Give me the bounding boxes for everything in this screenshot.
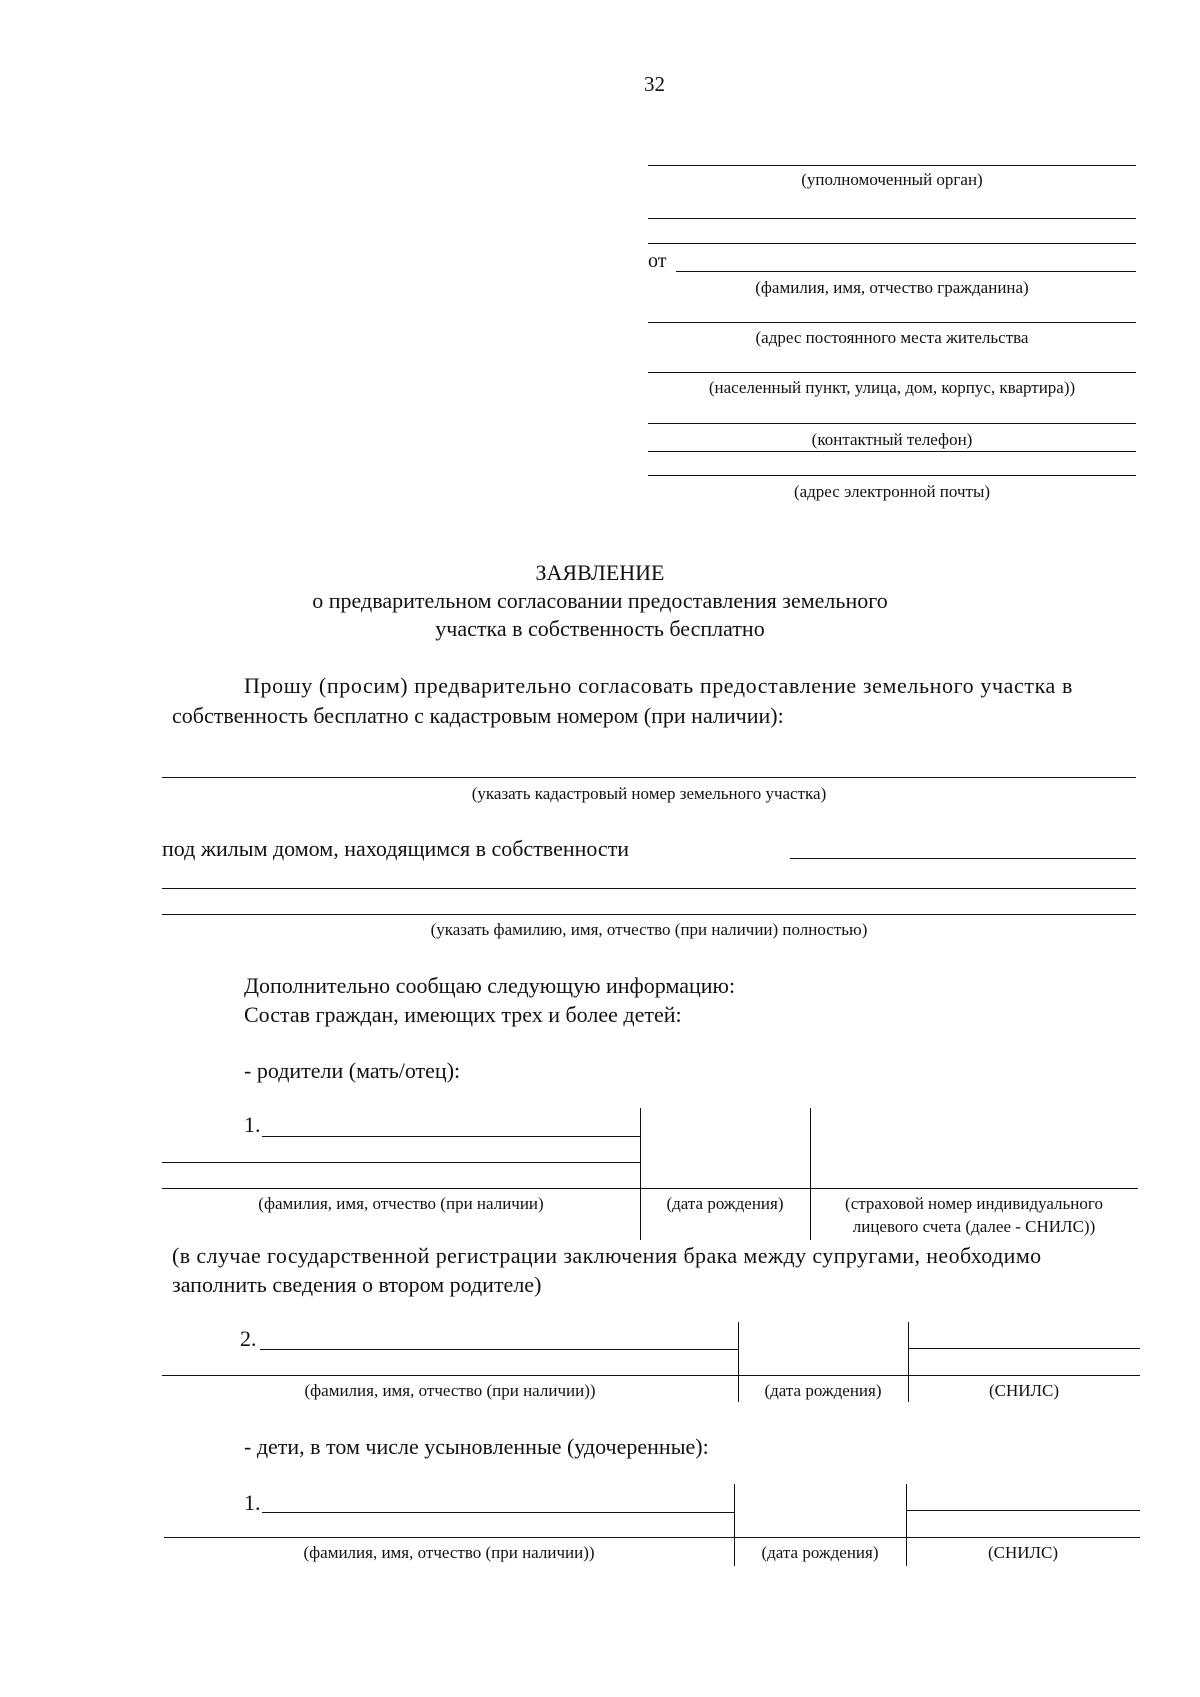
child1-snils-line-1[interactable]	[906, 1510, 1140, 1511]
parent2-dob-caption: (дата рождения)	[764, 1381, 882, 1400]
authority-line-3[interactable]	[648, 243, 1136, 244]
children-label: - дети, в том числе усыновленные (удочеренные):	[244, 1434, 709, 1459]
phone-caption: (контактный телефон)	[811, 430, 973, 449]
authority-line-2[interactable]	[648, 218, 1136, 219]
child1-snils-caption: (СНИЛС)	[987, 1543, 1059, 1562]
parent2-number: 2.	[240, 1326, 257, 1351]
parent1-name-caption: (фамилия, имя, отчество (при наличии)	[258, 1194, 544, 1213]
request-text-1: Прошу (просим) предварительно согласовать предоставление земельного участка в	[244, 673, 1073, 698]
address-detail-line[interactable]	[648, 372, 1136, 373]
cadastral-line[interactable]	[162, 777, 1136, 778]
parent1-snils-caption-2: лицевого счета (далее - СНИЛС))	[852, 1217, 1096, 1236]
child1-dob-caption: (дата рождения)	[761, 1543, 879, 1562]
house-label: под жилым домом, находящимся в собственности	[162, 836, 630, 861]
owner-line-2[interactable]	[162, 888, 1136, 889]
address-detail-caption: (населенный пункт, улица, дом, корпус, квартира))	[708, 378, 1076, 397]
document-subtitle-2: участка в собственность бесплатно	[435, 616, 765, 641]
parent1-number: 1.	[244, 1112, 261, 1137]
email-caption: (адрес электронной почты)	[793, 482, 991, 501]
marriage-note-1: (в случае государственной регистрации заключения брака между супругами, необходимо	[172, 1243, 1042, 1268]
marriage-note-2: заполнить сведения о втором родителе)	[172, 1272, 542, 1297]
parent1-name-line-1[interactable]	[262, 1136, 640, 1137]
document-subtitle-1: о предварительном согласовании предоставления земельного	[312, 588, 888, 613]
document-title: ЗАЯВЛЕНИЕ	[535, 560, 665, 585]
owner-line-1[interactable]	[790, 858, 1136, 859]
parent2-snils-line-1[interactable]	[908, 1348, 1140, 1349]
address-caption: (адрес постоянного места жительства	[755, 328, 1029, 347]
parent1-snils-caption-1: (страховой номер индивидуального	[845, 1194, 1103, 1213]
phone-line[interactable]	[648, 423, 1136, 424]
cadastral-caption: (указать кадастровый номер земельного участка)	[471, 784, 827, 803]
parent1-divider-1	[640, 1108, 641, 1240]
child1-name-line-1[interactable]	[262, 1512, 734, 1513]
parent2-name-caption: (фамилия, имя, отчество (при наличии))	[304, 1381, 596, 1400]
parents-label: - родители (мать/отец):	[244, 1058, 461, 1083]
parent1-dob-caption: (дата рождения)	[666, 1194, 784, 1213]
name-caption: (фамилия, имя, отчество гражданина)	[755, 278, 1029, 297]
owner-line-3[interactable]	[162, 914, 1136, 915]
from-label: от	[648, 250, 667, 272]
parent2-name-line-1[interactable]	[260, 1349, 738, 1350]
parent1-name-line-2[interactable]	[162, 1162, 640, 1163]
page-number: 32	[644, 72, 665, 96]
owner-caption: (указать фамилию, имя, отчество (при наличии) полностью)	[430, 920, 868, 939]
address-line[interactable]	[648, 322, 1136, 323]
email-line[interactable]	[648, 475, 1136, 476]
composition-text: Состав граждан, имеющих трех и более детей:	[244, 1002, 682, 1027]
parent2-snils-caption: (СНИЛС)	[988, 1381, 1060, 1400]
parent1-row-line[interactable]	[162, 1188, 1138, 1189]
request-text-2: собственность бесплатно с кадастровым номером (при наличии):	[172, 703, 784, 728]
authority-line[interactable]	[648, 165, 1136, 166]
name-line[interactable]	[676, 271, 1136, 272]
phone-line-2[interactable]	[648, 451, 1136, 452]
child1-number: 1.	[244, 1490, 261, 1515]
parent2-row-line[interactable]	[162, 1375, 1140, 1376]
additional-info: Дополнительно сообщаю следующую информацию:	[244, 973, 736, 998]
child1-name-caption: (фамилия, имя, отчество (при наличии))	[303, 1543, 595, 1562]
child1-row-line[interactable]	[164, 1537, 1140, 1538]
authority-caption: (уполномоченный орган)	[801, 170, 983, 189]
